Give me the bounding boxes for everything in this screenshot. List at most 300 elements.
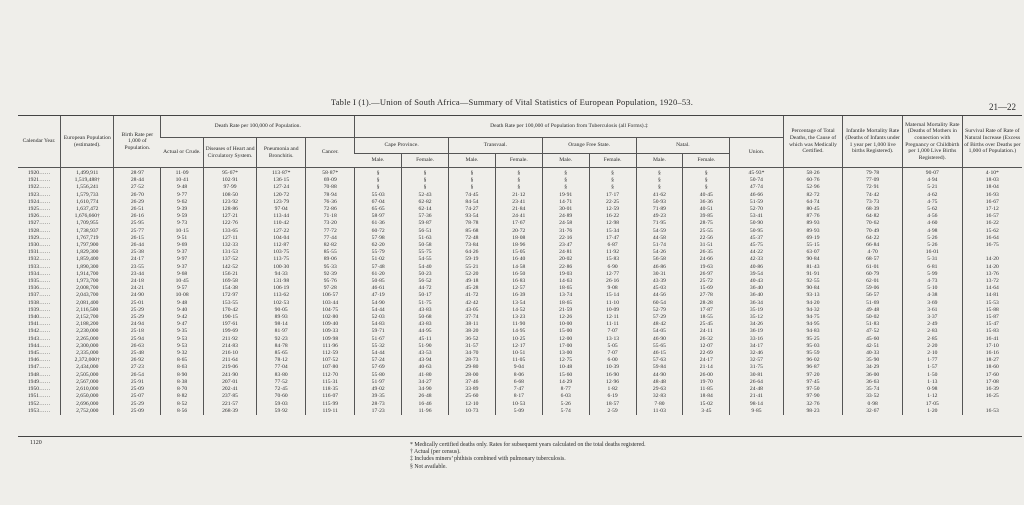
table-cell: 43·39	[636, 278, 683, 285]
table-cell: 23·47	[542, 242, 589, 249]
table-cell: 42·51	[843, 343, 903, 350]
table-cell: 58·87*	[306, 168, 355, 178]
header-pneumonia: Pneumonia and Bronchitis.	[257, 138, 306, 168]
header-birth-rate: Birth Rate per 1,000 of Population.	[114, 116, 161, 168]
table-cell: 25·18	[114, 328, 161, 335]
table-cell: 115·99	[306, 401, 355, 408]
table-cell: 54·55	[402, 256, 449, 263]
table-cell: 1,709,955	[61, 220, 114, 227]
table-cell: 74·27	[449, 206, 496, 213]
table-cell: 36·19	[730, 328, 783, 335]
table-cell: 8·82	[161, 393, 204, 400]
year-cell: 1934……	[27, 270, 51, 277]
table-cell: 2,752,000	[61, 408, 114, 415]
table-cell: 23·44	[114, 271, 161, 278]
table-cell: 18·08	[495, 235, 542, 242]
table-cell: 59·03	[257, 401, 306, 408]
table-cell: 94·75	[783, 314, 843, 321]
table-row	[18, 307, 1022, 314]
table-cell: 61·36	[355, 220, 402, 227]
table-cell: 18·03	[962, 177, 1022, 184]
table-cell: 97·04	[257, 206, 306, 213]
table-cell: 34·27	[402, 379, 449, 386]
table-cell: 28·75	[683, 220, 730, 227]
table-cell: 7·07	[589, 350, 636, 357]
table-cell: 49·18	[449, 278, 496, 285]
table-cell: 211·64	[203, 357, 256, 364]
table-row	[18, 408, 1022, 415]
table-cell: 109·33	[306, 328, 355, 335]
table-cell: 24·48	[730, 386, 783, 393]
table-cell: 17·05	[903, 401, 963, 408]
year-cell: 1932……	[27, 256, 51, 263]
table-cell: 97·90	[783, 393, 843, 400]
table-cell: 42·42	[449, 300, 496, 307]
table-cell: 51·90	[402, 343, 449, 350]
table-cell: 102·53	[257, 300, 306, 307]
table-cell: 12·59	[589, 206, 636, 213]
table-cell: 87·76	[783, 213, 843, 220]
table-cell: 6·68	[495, 379, 542, 386]
year-cell: 1931……	[27, 249, 51, 256]
table-cell: 9·51	[161, 235, 204, 242]
table-cell: 40·63	[402, 364, 449, 371]
table-cell: 207·01	[203, 379, 256, 386]
table-cell: 6·00	[589, 357, 636, 364]
table-cell: 94·33	[257, 271, 306, 278]
table-cell: 108·50	[203, 192, 256, 199]
table-cell: 95·25	[783, 336, 843, 343]
table-cell: 18·57	[589, 401, 636, 408]
table-cell: 10·39	[589, 364, 636, 371]
table-cell: 9·39	[161, 206, 204, 213]
year-cell: 1942……	[27, 328, 51, 335]
table-cell: 11·09	[161, 168, 204, 178]
table-cell: 25·72	[683, 278, 730, 285]
page-number: 21—22	[989, 102, 1016, 112]
table-cell: 44·95	[402, 328, 449, 335]
table-cell: 15·88	[962, 307, 1022, 314]
table-cell: 94·95	[783, 321, 843, 328]
table-cell: 2,335,000	[61, 350, 114, 357]
table-cell: §	[683, 184, 730, 191]
table-cell: 52·43	[402, 192, 449, 199]
table-cell: 94·83	[783, 328, 843, 335]
table-cell: 12·57	[495, 285, 542, 292]
table-cell: 78·78	[449, 220, 496, 227]
table-cell: 90·84	[783, 285, 843, 292]
table-cell: 82·72	[783, 192, 843, 199]
table-cell: 9·53	[161, 343, 204, 350]
table-cell: 73·84	[449, 242, 496, 249]
header-crude: Actual or Crude.	[161, 138, 204, 168]
table-cell: 25·09	[114, 386, 161, 393]
table-cell: 18·96	[495, 242, 542, 249]
footnotes	[410, 442, 646, 471]
table-cell: 25·48	[114, 350, 161, 357]
table-cell: 1,676,660†	[61, 213, 114, 220]
table-cell: 43·53	[402, 350, 449, 357]
table-cell: 4·38	[903, 292, 963, 299]
table-cell: 5·26	[542, 401, 589, 408]
table-cell: 51·75	[402, 300, 449, 307]
year-cell: 1930……	[27, 242, 51, 249]
footnote: * Medically certified deaths only. Rates for subsequent years calculated on the total deaths registered.	[410, 442, 646, 448]
table-cell: 25·60	[449, 393, 496, 400]
table-cell: 11·10	[589, 300, 636, 307]
table-cell: 54·05	[636, 328, 683, 335]
header-maternal: Maternal Mortality Rate (Deaths of Mothers in connection with Pregnancy or Childbirth per 1,000 Live Births Registered).	[903, 116, 963, 168]
table-cell: 2,505,000	[61, 372, 114, 379]
table-row	[18, 328, 1022, 335]
table-cell: 65·65	[355, 206, 402, 213]
table-cell: 97·99	[203, 184, 256, 191]
table-cell: 14·20	[962, 264, 1022, 271]
table-cell: §	[402, 184, 449, 191]
table-cell: 55·21	[449, 264, 496, 271]
table-cell: 32·46	[730, 350, 783, 357]
table-cell: 122·76	[203, 220, 256, 227]
header-cape: Cape Province.	[355, 138, 449, 154]
table-cell: 1,519,488†	[61, 177, 114, 184]
table-cell: 64·22	[843, 235, 903, 242]
table-cell: 12·17	[495, 343, 542, 350]
table-cell: 25·01	[114, 300, 161, 307]
table-cell: 221·57	[203, 401, 256, 408]
table-cell: 8·77	[542, 386, 589, 393]
table-cell: 94·32	[783, 307, 843, 314]
table-cell: 70·60	[257, 393, 306, 400]
table-cell: 77·04	[257, 364, 306, 371]
table-cell: 58·26	[783, 168, 843, 178]
table-cell: 16·16	[962, 350, 1022, 357]
table-cell: 18·27	[962, 357, 1022, 364]
table-cell: 24·81	[542, 249, 589, 256]
table-cell: 78·94	[306, 192, 355, 199]
table-cell: 9·37	[161, 264, 204, 271]
table-cell: 17·23	[355, 408, 402, 415]
table-cell: 14·58	[495, 264, 542, 271]
table-cell: 9·37	[161, 249, 204, 256]
table-cell: 1·13	[903, 379, 963, 386]
table-cell: 26·16	[589, 278, 636, 285]
table-cell: 113·44	[257, 213, 306, 220]
table-cell: 95·03	[783, 343, 843, 350]
table-cell: 26·97	[683, 271, 730, 278]
header-survival: Survival Rate of Rate of Natural Increase (Excess of Births over Deaths per 1,000 of Population.)	[962, 116, 1022, 168]
table-cell: 16·53	[962, 408, 1022, 415]
table-cell: 25·95	[114, 220, 161, 227]
table-cell: 60·79	[843, 271, 903, 278]
table-cell: 28·97	[114, 168, 161, 178]
table-cell: 58·97	[355, 213, 402, 220]
table-cell: 24·17	[114, 256, 161, 263]
header-female: Female.	[495, 154, 542, 168]
table-cell: 16·22	[589, 213, 636, 220]
header-male: Male.	[355, 154, 402, 168]
table-cell: 11·85	[683, 386, 730, 393]
table-cell: 4·62	[903, 192, 963, 199]
table-cell: 24·41	[495, 213, 542, 220]
table-cell: 10·53	[495, 401, 542, 408]
table-cell: §	[589, 177, 636, 184]
table-cell: 78·12	[257, 357, 306, 364]
table-cell: 2·83	[903, 328, 963, 335]
table-cell: 1,738,937	[61, 228, 114, 235]
table-cell: §	[449, 184, 496, 191]
table-cell: 127·11	[203, 235, 256, 242]
table-cell: 54·59	[636, 228, 683, 235]
table-cell: 57·48	[355, 264, 402, 271]
table-cell: 6·87	[589, 242, 636, 249]
table-cell: 61·01	[843, 264, 903, 271]
table-cell: 1·50	[903, 372, 963, 379]
table-cell: 32·83	[636, 393, 683, 400]
table-cell: 22·86	[542, 264, 589, 271]
table-cell: 57·36	[402, 213, 449, 220]
header-male: Male.	[449, 154, 496, 168]
year-cell: 1929……	[27, 234, 51, 241]
table-cell: 56·58	[636, 256, 683, 263]
table-cell: 28·28	[683, 300, 730, 307]
table-cell: 1·82	[589, 386, 636, 393]
table-cell: 89·93	[783, 220, 843, 227]
year-cell: 1923……	[27, 191, 51, 198]
table-cell: 7·47	[495, 386, 542, 393]
table-cell: 26·15	[114, 235, 161, 242]
table-cell: 6·90	[589, 264, 636, 271]
table-cell: 35·74	[843, 386, 903, 393]
table-row	[18, 220, 1022, 227]
table-cell: 123·92	[203, 199, 256, 206]
table-cell: 15·00	[542, 328, 589, 335]
table-cell: 79·78	[843, 168, 903, 178]
table-cell: 69·19	[783, 235, 843, 242]
table-cell: 92·23	[257, 336, 306, 343]
table-cell: 49·02	[355, 386, 402, 393]
table-cell: 112·70	[306, 372, 355, 379]
table-row	[18, 393, 1022, 400]
table-cell: 11·90	[495, 321, 542, 328]
table-cell: 104·04	[257, 235, 306, 242]
table-cell: 73·20	[306, 220, 355, 227]
table-cell: 12·77	[589, 271, 636, 278]
table-cell: 26·64	[730, 379, 783, 386]
table-cell: 127·21	[203, 213, 256, 220]
table-cell: 102·80	[306, 314, 355, 321]
table-cell: 59·84	[636, 364, 683, 371]
table-cell: 4·60	[903, 220, 963, 227]
table-cell: 4·10*	[962, 168, 1022, 178]
table-cell: 0·98	[843, 401, 903, 408]
table-cell: 36·34	[730, 300, 783, 307]
table-cell: 59·06	[843, 285, 903, 292]
table-cell: 16·40	[495, 256, 542, 263]
table-row	[18, 271, 1022, 278]
table-cell: 59·71	[355, 328, 402, 335]
table-row	[18, 401, 1022, 408]
table-cell: 13·00	[542, 350, 589, 357]
table-cell: 9·48	[161, 300, 204, 307]
table-cell: 8·17	[495, 393, 542, 400]
table-cell: §	[355, 177, 402, 184]
header-male: Male.	[542, 154, 589, 168]
table-cell: 43·94	[402, 357, 449, 364]
table-cell: 90·07	[903, 168, 963, 178]
table-row	[18, 235, 1022, 242]
table-cell: 10·73	[449, 408, 496, 415]
table-row	[18, 184, 1022, 191]
table-row	[18, 321, 1022, 328]
table-cell: 156·21	[203, 271, 256, 278]
table-cell: 55·79	[355, 249, 402, 256]
table-cell: 73·73	[843, 199, 903, 206]
table-cell: 25·77	[114, 228, 161, 235]
table-cell: 2,567,000	[61, 379, 114, 386]
table-cell: 60·54	[636, 300, 683, 307]
table-cell: 59·87	[402, 220, 449, 227]
table-cell: 15·53	[962, 300, 1022, 307]
table-cell: 49·48	[843, 307, 903, 314]
table-cell: 2,116,500	[61, 307, 114, 314]
table-cell: 9·42	[161, 314, 204, 321]
table-cell: 25·29	[114, 401, 161, 408]
table-cell: 2,230,000	[61, 328, 114, 335]
table-cell: 109·98	[306, 336, 355, 343]
header-natal: Natal.	[636, 138, 730, 154]
table-cell: 55·80	[355, 372, 402, 379]
year-cell: 1933……	[27, 263, 51, 270]
table-cell: 15·14	[589, 292, 636, 299]
table-cell: 46·61	[355, 285, 402, 292]
table-cell: 15·34	[589, 228, 636, 235]
table-cell: 12·10	[449, 401, 496, 408]
table-cell: 37·74	[449, 314, 496, 321]
table-cell: 131·53	[203, 249, 256, 256]
table-cell: 30·81	[730, 372, 783, 379]
table-cell: 21·14	[683, 364, 730, 371]
table-cell: 15·05	[495, 249, 542, 256]
table-cell: 16·41	[962, 336, 1022, 343]
table-cell: 268·39	[203, 408, 256, 415]
table-cell: 115·31	[306, 379, 355, 386]
table-cell: 71·18	[306, 213, 355, 220]
table-cell: 104·75	[306, 307, 355, 314]
table-cell: 52·20	[449, 271, 496, 278]
table-cell: 43·05	[449, 307, 496, 314]
year-cell: 1944……	[27, 342, 51, 349]
table-cell: 1,914,700	[61, 271, 114, 278]
table-cell: 6·03	[542, 393, 589, 400]
table-cell: 137·52	[203, 256, 256, 263]
table-cell: 19·91	[542, 192, 589, 199]
table-cell: §	[402, 168, 449, 178]
table-cell: 35·90	[843, 357, 903, 364]
table-cell: 52·79	[636, 307, 683, 314]
table-cell: 15·69	[683, 285, 730, 292]
table-cell: 190·15	[203, 314, 256, 321]
table-cell: 45·28	[449, 285, 496, 292]
header-ofs: Orange Free State.	[542, 138, 636, 154]
table-cell: 49·23	[636, 213, 683, 220]
table-cell: 54·83	[355, 321, 402, 328]
table-cell: 9·68	[161, 271, 204, 278]
table-cell: 2,650,000	[61, 393, 114, 400]
table-cell: 28·73	[355, 401, 402, 408]
table-row	[18, 314, 1022, 321]
table-cell: 72·45	[257, 386, 306, 393]
table-cell: 33·16	[730, 336, 783, 343]
table-cell: 62·14	[402, 206, 449, 213]
table-cell: 17·08	[962, 379, 1022, 386]
table-cell: 56·57	[843, 292, 903, 299]
table-cell: 9·69	[161, 242, 204, 249]
table-cell: 10·51	[495, 350, 542, 357]
table-cell: 37·46	[449, 379, 496, 386]
table-cell: 5·21	[903, 184, 963, 191]
table-cell: 2,188,200	[61, 321, 114, 328]
table-cell: 26·44	[114, 242, 161, 249]
table-cell: 25·55	[683, 228, 730, 235]
table-cell: 45·37	[730, 235, 783, 242]
table-cell: 36·36	[683, 199, 730, 206]
table-cell: 23·55	[114, 264, 161, 271]
table-cell: 1,579,733	[61, 192, 114, 199]
table-cell: 14·29	[542, 379, 589, 386]
table-cell: §	[636, 177, 683, 184]
table-cell: 9·85	[730, 408, 783, 415]
table-cell: 8·06	[495, 372, 542, 379]
table-cell: 113·87*	[257, 168, 306, 178]
table-cell: 33·89	[449, 386, 496, 393]
table-cell: 36·63	[843, 379, 903, 386]
table-cell: 6·19	[589, 393, 636, 400]
table-cell: 2,152,700	[61, 314, 114, 321]
table-cell: 26·00	[683, 372, 730, 379]
table-cell: 15·62	[962, 228, 1022, 235]
table-cell: 17·00	[542, 343, 589, 350]
table-cell: 81·97	[257, 328, 306, 335]
table-cell: 15·87	[962, 314, 1022, 321]
table-cell: 9·35	[161, 328, 204, 335]
table-cell: 72·48	[449, 235, 496, 242]
table-cell: 169·58	[203, 278, 256, 285]
header-heart: Diseases of Heart and Circulatory System.	[203, 138, 256, 168]
table-cell: 47·74	[730, 184, 783, 191]
table-cell: 16·75	[962, 242, 1022, 249]
table-cell: 34·90	[402, 386, 449, 393]
table-cell: 44·58	[636, 235, 683, 242]
table-cell: 15·83	[962, 328, 1022, 335]
table-cell: 33·52	[843, 393, 903, 400]
table-cell: 12·26	[542, 314, 589, 321]
table-cell: 34·70	[449, 350, 496, 357]
table-cell: 44·22	[730, 249, 783, 256]
year-cell: 1949……	[27, 378, 51, 385]
table-cell: 5·10	[903, 285, 963, 292]
table-cell: 5·74	[542, 408, 589, 415]
table-cell: 40·51	[683, 206, 730, 213]
table-cell: 2,610,000	[61, 386, 114, 393]
table-cell: 57·98	[355, 235, 402, 242]
table-cell: 13·54	[495, 300, 542, 307]
table-cell: 14·20	[962, 256, 1022, 263]
table-cell: 46·90	[636, 336, 683, 343]
year-cell: 1927……	[27, 220, 51, 227]
table-cell: 17·87	[683, 307, 730, 314]
table-cell: §	[683, 177, 730, 184]
table-cell: 40·33	[843, 350, 903, 357]
